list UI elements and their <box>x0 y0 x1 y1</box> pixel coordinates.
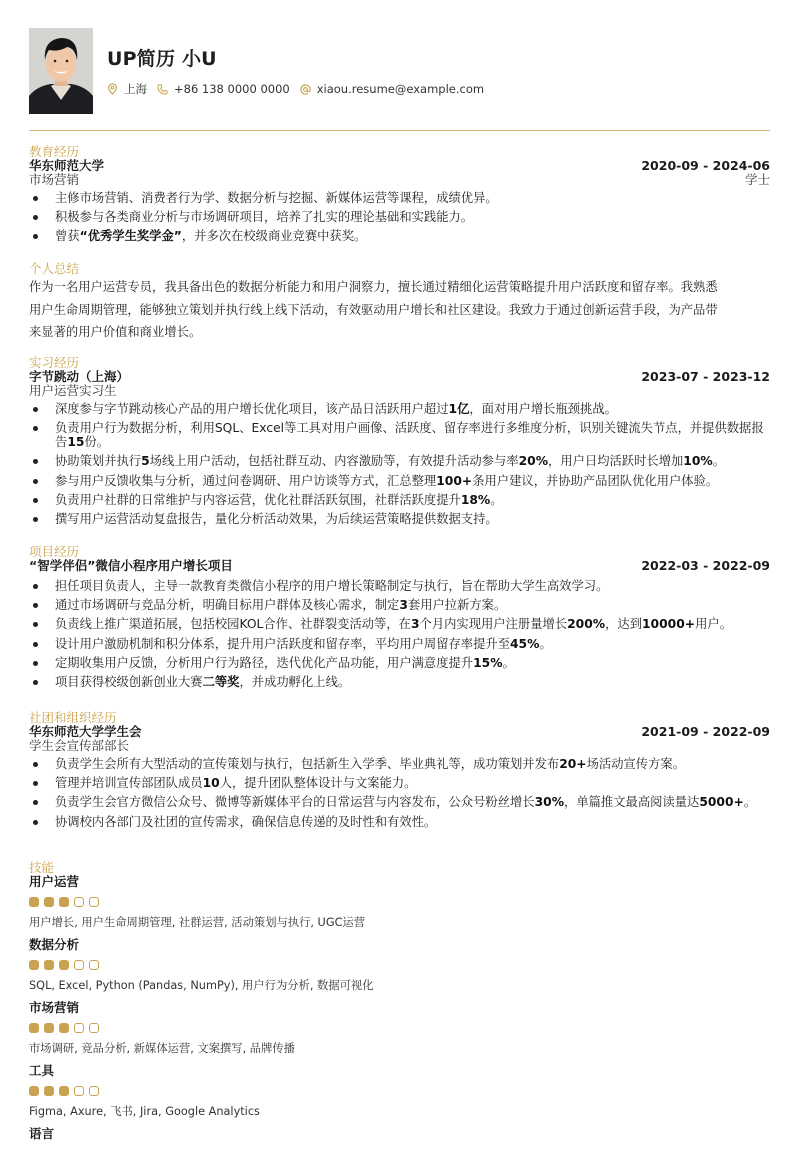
skill-detail: Figma, Axure, 飞书, Jira, Google Analytics <box>29 1105 260 1118</box>
education-entry-head <box>29 159 770 173</box>
list-item: 主修市场营销、消费者行为学、数据分析与挖掘、新媒体运营等课程，成绩优异。 <box>29 191 770 205</box>
filled-dot-icon <box>29 897 39 907</box>
filled-dot-icon <box>44 1023 54 1033</box>
skill-item <box>29 938 770 992</box>
degree: 学士 <box>744 172 770 187</box>
section-title-organization: 社团和组织经历 <box>29 710 117 725</box>
internship-bullets <box>29 402 770 526</box>
filled-dot-icon <box>44 960 54 970</box>
list-item: 参与用户反馈收集与分析，通过问卷调研、用户访谈等方式，汇总整理100+条用户建议，并协助产品团队优化用户体验。 <box>29 474 770 488</box>
skill-name: 工具 <box>29 1063 55 1078</box>
education-dates: 2020-09 - 2024-06 <box>641 158 770 173</box>
location-text: 上海 <box>124 82 147 96</box>
project-entry-head <box>29 559 770 573</box>
empty-dot-icon <box>89 960 99 970</box>
list-item: 负责学生会所有大型活动的宣传策划与执行，包括新生入学季、毕业典礼等，成功策划并发布20+场活动宣传方案。 <box>29 757 770 771</box>
list-item: 设计用户激励机制和积分体系，提升用户活跃度和留存率，平均用户周留存率提升至45%。 <box>29 637 770 651</box>
list-item: 负责学生会官方微信公众号、微博等新媒体平台的日常运营与内容发布，公众号粉丝增长30%，单篇推文最高阅读量达5000+。 <box>29 795 770 809</box>
filled-dot-icon <box>59 960 69 970</box>
list-item: 通过市场调研与竞品分析，明确目标用户群体及核心需求，制定3套用户拉新方案。 <box>29 598 770 612</box>
role: 用户运营实习生 <box>29 383 117 398</box>
section-title-summary: 个人总结 <box>29 261 80 276</box>
filled-dot-icon <box>59 1023 69 1033</box>
list-item: 负责用户行为数据分析，利用SQL、Excel等工具对用户画像、活跃度、留存率进行多维度分析，识别关键流失节点，并提供数据报告15份。 <box>29 421 770 449</box>
list-item: 协调校内各部门及社团的宣传需求，确保信息传递的及时性和有效性。 <box>29 815 770 829</box>
filled-dot-icon <box>44 1086 54 1096</box>
phone-icon <box>157 84 168 95</box>
internship-entry-head <box>29 370 770 384</box>
contact-phone[interactable] <box>157 82 290 96</box>
project-bullets <box>29 579 770 689</box>
location-pin-icon <box>107 83 118 95</box>
skill-level-rating <box>29 960 770 970</box>
candidate-name: UP简历 小U <box>107 48 217 70</box>
section-internship <box>29 356 770 531</box>
contact-row <box>107 81 494 97</box>
organization-dates: 2021-09 - 2022-09 <box>641 724 770 739</box>
list-item: 负责用户社群的日常维护与内容运营，优化社群活跃氛围，社群活跃度提升18%。 <box>29 493 770 507</box>
section-organization <box>29 711 770 834</box>
list-item: 定期收集用户反馈，分析用户行为路径，迭代优化产品功能，用户满意度提升15%。 <box>29 656 770 670</box>
skill-level-rating <box>29 1023 770 1033</box>
section-title-skills: 技能 <box>29 860 55 875</box>
section-title-project: 项目经历 <box>29 544 80 559</box>
filled-dot-icon <box>29 1023 39 1033</box>
section-skills <box>29 861 770 1150</box>
list-item: 深度参与字节跳动核心产品的用户增长优化项目，该产品日活跃用户超过1亿，面对用户增长瓶颈挑战。 <box>29 402 770 416</box>
internship-dates: 2023-07 - 2023-12 <box>641 369 770 384</box>
organization-role: 学生会宣传部部长 <box>29 738 130 753</box>
section-summary <box>29 262 770 344</box>
filled-dot-icon <box>44 897 54 907</box>
organization-bullets <box>29 757 770 829</box>
list-item: 积极参与各类商业分析与市场调研项目，培养了扎实的理论基础和实践能力。 <box>29 210 770 224</box>
at-sign-icon <box>300 84 311 95</box>
phone-text: +86 138 0000 0000 <box>174 82 290 96</box>
empty-dot-icon <box>89 1086 99 1096</box>
internship-entry-sub <box>29 384 770 397</box>
skill-detail: 市场调研, 竞品分析, 新媒体运营, 文案撰写, 品牌传播 <box>29 1042 295 1055</box>
skill-name: 语言 <box>29 1126 55 1141</box>
project-dates: 2022-03 - 2022-09 <box>641 558 770 573</box>
list-item: 协助策划并执行5场线上用户活动，包括社群互动、内容激励等，有效提升活动参与率20%，用户日均活跃时长增加10%。 <box>29 454 770 468</box>
profile-photo <box>29 28 93 114</box>
contact-location <box>107 81 147 97</box>
filled-dot-icon <box>59 897 69 907</box>
summary-text: 作为一名用户运营专员，我具备出色的数据分析能力和用户洞察力，擅长通过精细化运营策略提升用户活跃度和留存率。我熟悉 用户生命周期管理，能够独立策划并执行线上线下活动，有效驱动用户增长和社区建设。我致力于通过创新运营手段，为产品带 来显著的用户价值和商业增长。 <box>29 280 718 339</box>
organization-name: 华东师范大学学生会 <box>29 724 142 739</box>
list-item: 项目获得校级创新创业大赛二等奖，并成功孵化上线。 <box>29 675 770 689</box>
school-name: 华东师范大学 <box>29 158 105 173</box>
section-project <box>29 545 770 694</box>
section-title-education: 教育经历 <box>29 144 80 159</box>
list-item: 担任项目负责人，主导一款教育类微信小程序的用户增长策略制定与执行，旨在帮助大学生高效学习。 <box>29 579 770 593</box>
company-name: 字节跳动（上海） <box>29 369 130 384</box>
project-name: “智学伴侣”微信小程序用户增长项目 <box>29 558 233 573</box>
header-info <box>107 47 494 97</box>
skill-name: 用户运营 <box>29 874 80 889</box>
empty-dot-icon <box>74 1086 84 1096</box>
skill-detail: SQL, Excel, Python (Pandas, NumPy), 用户行为分析, 数据可视化 <box>29 979 374 992</box>
organization-entry-head <box>29 725 770 739</box>
skill-item <box>29 1064 770 1118</box>
skills-list <box>29 875 770 1141</box>
empty-dot-icon <box>74 1023 84 1033</box>
list-item: 撰写用户运营活动复盘报告，量化分析活动效果，为后续运营策略提供数据支持。 <box>29 512 770 526</box>
organization-entry-sub <box>29 739 770 752</box>
contact-email[interactable] <box>300 82 484 96</box>
filled-dot-icon <box>59 1086 69 1096</box>
skill-level-rating <box>29 1086 770 1096</box>
skill-name: 市场营销 <box>29 1000 80 1015</box>
email-text: xiaou.resume@example.com <box>316 82 485 96</box>
section-education <box>29 145 770 249</box>
major: 市场营销 <box>29 172 80 187</box>
section-title-internship: 实习经历 <box>29 355 80 370</box>
skill-item <box>29 1001 770 1055</box>
skill-detail: 用户增长, 用户生命周期管理, 社群运营, 活动策划与执行, UGC运营 <box>29 916 366 929</box>
skill-name: 数据分析 <box>29 937 80 952</box>
list-item: 管理并培训宣传部团队成员10人，提升团队整体设计与文案能力。 <box>29 776 770 790</box>
education-entry-sub <box>29 173 770 186</box>
empty-dot-icon <box>89 1023 99 1033</box>
resume-header <box>29 28 494 114</box>
empty-dot-icon <box>89 897 99 907</box>
list-item: 曾获“优秀学生奖学金”，并多次在校级商业竞赛中获奖。 <box>29 229 770 243</box>
list-item: 负责线上推广渠道拓展，包括校园KOL合作、社群裂变活动等，在3个月内实现用户注册量增长200%，达到10000+用户。 <box>29 617 770 631</box>
skill-item <box>29 1127 770 1141</box>
filled-dot-icon <box>29 1086 39 1096</box>
skill-level-rating <box>29 897 770 907</box>
skill-item <box>29 875 770 929</box>
filled-dot-icon <box>29 960 39 970</box>
header-divider <box>29 130 770 131</box>
empty-dot-icon <box>74 960 84 970</box>
education-bullets <box>29 191 770 243</box>
empty-dot-icon <box>74 897 84 907</box>
